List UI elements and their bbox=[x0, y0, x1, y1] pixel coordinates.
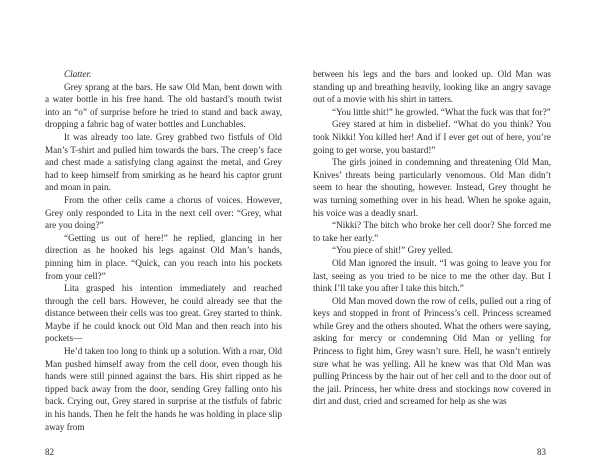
paragraph: From the other cells came a chorus of voices. However, Grey only responded to Lita in the next cell over: “Grey, what are you doing?” bbox=[45, 194, 282, 231]
page-number-left: 82 bbox=[45, 447, 54, 457]
paragraph: He’d taken too long to think up a solution. With a roar, Old Man pushed himself away from the cell door, even though his hands were still pinned against the bars. His shirt ripped as he tipped back away from the door, sending Grey falling onto his back. Crying out, Grey stared in surprise at the tistfuls of fabric in his hands. Then he felt the hands he was holding in place slip away from bbox=[45, 346, 282, 432]
paragraph: Clatter. bbox=[64, 69, 92, 79]
paragraph: Old Man moved down the row of cells, pulled out a ring of keys and stopped in front of Princess’s cell. Princess screamed while Grey and the others shouted. What the others were saying, asking for mercy or condemning Old Man or yelling for Princess to fight him, Grey wasn’t sure. Hell, he wasn’t entirely sure what he was yelling. All he knew was that Old Man was pulling Princess by the hair out of her cell and to the door out of the jail. Princess, her white dress and stockings now covered in dirt and dust, cried and screamed for help as she was bbox=[313, 295, 551, 407]
paragraph: “You little shit!” he growled. “What the fuck was that for?” bbox=[332, 106, 551, 117]
paragraph: between his legs and the bars and looked up. Old Man was standing up and breathing heavily, looking like an angry savage out of a movie with his shirt in tatters. bbox=[313, 69, 551, 105]
paragraph: “You piece of shit!” Grey yelled. bbox=[332, 245, 454, 256]
paragraph: “Getting us out of here!” he replied, glancing in her direction as he hooked his legs against Old Man’s hands, pinning him in place. “Quick, can you reach into his pockets from your cell?” bbox=[45, 232, 282, 281]
paragraph: Old Man ignored the insult. “I was going to leave you for last, seeing as you tried to be nice to me the other day. But I think I’ll take you after I take this bitch.” bbox=[313, 257, 551, 294]
right-page bbox=[313, 68, 551, 408]
paragraph: Grey stared at him in disbelief. “What do you think? You took Nikki! You killed her! And if I ever get out of here, you’re going to get worse, you bastard!” bbox=[313, 119, 551, 155]
left-page bbox=[45, 68, 282, 433]
paragraph: It was already too late. Grey grabbed two fistfuls of Old Man’s T-shirt and pulled him towards the bars. The creep’s face and chest made a satisfying clang against the metal, and Grey had to keep himself from smirking as he heard his captor grunt and moan in pain. bbox=[45, 131, 282, 193]
paragraph: The girls joined in condemning and threatening Old Man, Knives’ threats being particularly venomous. Old Man didn’t seem to hear the shouting, however. Instead, Grey thought he was turning something over in his head. When he spoke again, his voice was a deadly snarl. bbox=[313, 157, 551, 218]
paragraph: Grey sprang at the bars. He saw Old Man, bent down with a water bottle in his free hand. The old bastard’s mouth twist into an “o” of surprise before he tried to stand and back away, dropping a fabric bag of water bottles and Lunchables. bbox=[45, 81, 282, 130]
page-number-right: 83 bbox=[537, 447, 546, 457]
paragraph: Lita grasped his intention immediately and reached through the cell bars. However, he could already see that the distance between their cells was too great. Grey started to think. Maybe if he could knock out Old Man and then reach into his pockets— bbox=[45, 283, 282, 344]
paragraph: “Nikki? The bitch who broke her cell door? She forced me to take her early.” bbox=[313, 220, 551, 243]
